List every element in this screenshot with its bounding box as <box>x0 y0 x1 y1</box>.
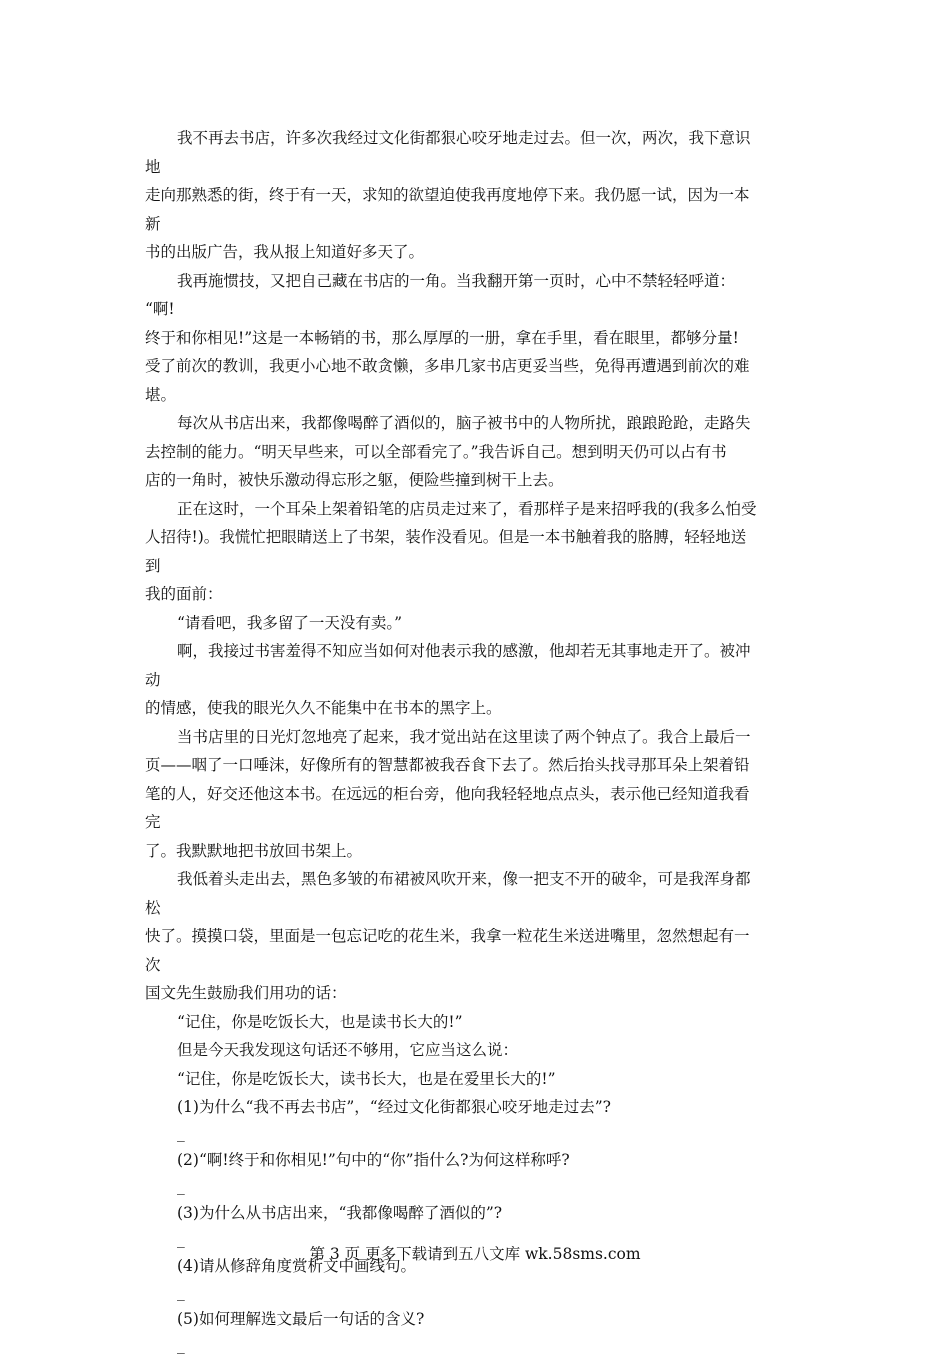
passage-line: 走向那熟悉的街，终于有一天，求知的欲望迫使我再度地停下来。我仍愿一试，因为一本 <box>145 186 750 204</box>
passage-line: 新 <box>145 214 161 233</box>
passage-line: 快了。摸摸口袋，里面是一包忘记吃的花生米，我拿一粒花生米送进嘴里，忽然想起有一 <box>145 927 750 945</box>
passage-line: 我再施惯技，又把自己藏在书店的一角。当我翻开第一页时，心中不禁轻轻呼道： <box>177 271 736 290</box>
passage-line: 受了前次的教训，我更小心地不敢贪懒，多串几家书店更妥当些，免得再遭遇到前次的难 <box>145 357 750 375</box>
passage-line: “记住，你是吃饭长大，也是读书长大的!” <box>177 1012 463 1031</box>
answer-blank[interactable]: _ <box>177 1336 185 1354</box>
passage-line: 人招待!)。我慌忙把眼睛送上了书架，装作没看见。但是一本书触着我的胳膊，轻轻地送 <box>145 528 747 546</box>
passage-line: 的情感，使我的眼光久久不能集中在书本的黑字上。 <box>145 699 502 717</box>
question-text: (5)如何理解选文最后一句话的含义? <box>177 1310 425 1328</box>
passage-line: 堪。 <box>145 385 177 404</box>
passage-line: 啊，我接过书害羞得不知应当如何对他表示我的感激，他却若无其事地走开了。被冲 <box>177 642 751 660</box>
question-text: (3)为什么从书店出来，“我都像喝醉了酒似的”? <box>177 1204 503 1222</box>
answer-blank[interactable]: _ <box>177 1283 185 1301</box>
passage-line: “记住，你是吃饭长大，读书长大，也是在爱里长大的!” <box>177 1069 556 1088</box>
passage-line: 我不再去书店，许多次我经过文化街都狠心咬牙地走过去。但一次，两次，我下意识 <box>177 129 751 147</box>
question-text: (4)请从修辞角度赏析文中画线句。 <box>177 1257 416 1275</box>
passage-line: 我的面前： <box>145 585 223 603</box>
passage-line: 书的出版广告，我从报上知道好多天了。 <box>145 243 425 261</box>
passage-line: “啊! <box>145 300 175 318</box>
passage-line: 我低着头走出去，黑色多皱的布裙被风吹开来，像一把支不开的破伞，可是我浑身都 <box>177 870 751 888</box>
passage-line: 页——咽了一口唾沫，好像所有的智慧都被我吞食下去了。然后抬头找寻那耳朵上架着铅 <box>145 756 750 774</box>
passage-line: 每次从书店出来，我都像喝醉了酒似的，脑子被书中的人物所扰，踉踉跄跄，走路失 <box>177 414 751 432</box>
passage-text <box>145 124 810 1093</box>
passage-line: 次 <box>145 955 161 974</box>
passage-line: 动 <box>145 670 161 689</box>
question-text: (2)“啊!终于和你相见!”句中的“你”指什么?为何这样称呼? <box>177 1151 570 1169</box>
question-text: (1)为什么“我不再去书店”，“经过文化街都狠心咬牙地走过去”? <box>177 1098 611 1116</box>
passage-line: 去控制的能力。“明天早些来，可以全部看完了。”我告诉自己。想到明天仍可以占有书 <box>145 442 727 461</box>
passage-line: 正在这时，一个耳朵上架着铅笔的店员走过来了，看那样子是来招呼我的(我多么怕受 <box>177 499 757 518</box>
passage-line: 笔的人，好交还他这本书。在远远的柜台旁，他向我轻轻地点点头，表示他已经知道我看 <box>145 784 750 803</box>
answer-blank[interactable]: _ <box>177 1177 185 1195</box>
passage-line: 但是今天我发现这句话还不够用，它应当这么说： <box>177 1041 519 1059</box>
passage-line: 终于和你相见!”这是一本畅销的书，那么厚厚的一册，拿在手里，看在眼里，都够分量! <box>145 328 739 347</box>
answer-blank[interactable]: _ <box>177 1124 185 1142</box>
passage-line: 国文先生鼓励我们用功的话： <box>145 984 347 1002</box>
passage-line: 店的一角时，被快乐激动得忘形之躯，便险些撞到树干上去。 <box>145 471 564 489</box>
passage-line: 当书店里的日光灯忽地亮了起来，我才觉出站在这里读了两个钟点了。我合上最后一 <box>177 727 751 746</box>
passage-body <box>145 124 810 1358</box>
passage-line: 松 <box>145 898 161 917</box>
question-list <box>145 1093 810 1358</box>
passage-line: “请看吧，我多留了一天没有卖。” <box>177 613 403 632</box>
passage-line: 了。我默默地把书放回书架上。 <box>145 841 363 860</box>
passage-line: 到 <box>145 556 161 575</box>
passage-line: 完 <box>145 813 161 831</box>
answer-blank[interactable]: _ <box>177 1230 185 1248</box>
page-footer: 第 3 页 更多下载请到五八文库 wk.58sms.com <box>309 1245 641 1263</box>
passage-line: 地 <box>145 157 161 176</box>
